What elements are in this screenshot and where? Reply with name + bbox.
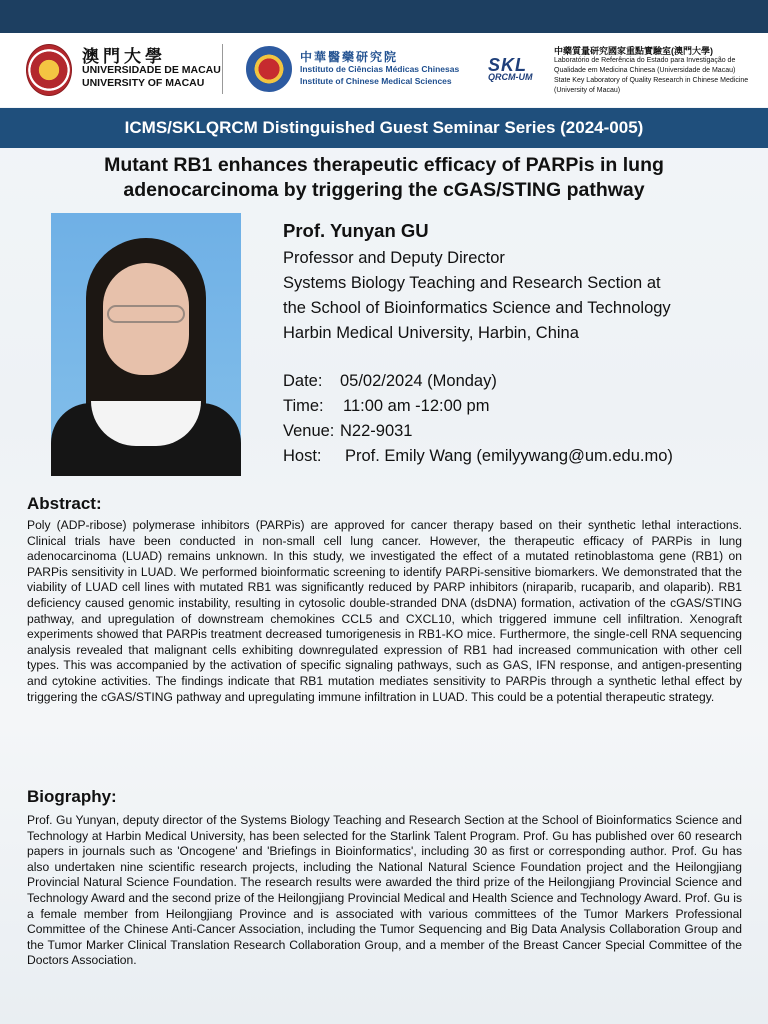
skl-mark-sub: QRCM-UM [488, 72, 533, 82]
time-value: 11:00 am -12:00 pm [343, 397, 490, 415]
speaker-title-line: the School of Bioinformatics Science and Technology [283, 299, 671, 317]
time-row [283, 394, 753, 419]
date-value: 05/02/2024 (Monday) [340, 372, 497, 390]
speaker-title-line: Harbin Medical University, Harbin, China [283, 324, 579, 342]
title-line-1: Mutant RB1 enhances therapeutic efficacy of PARPis in lung [104, 154, 664, 176]
skl-portuguese-line-2: Qualidade em Medicina Chinesa (Universidade de Macau) [554, 67, 736, 74]
date-label: Date: [283, 372, 323, 390]
host-row [283, 444, 753, 469]
um-portuguese-name: UNIVERSIDADE DE MACAU [82, 63, 221, 76]
venue-row [283, 419, 753, 444]
venue-label: Venue: [283, 422, 335, 440]
glasses-shape [107, 305, 185, 323]
logo-divider [222, 44, 223, 94]
skl-chinese-name: 中藥質量研究國家重點實驗室(澳門大學) [554, 46, 713, 56]
speaker-photo [51, 213, 241, 476]
abstract-text: Poly (ADP-ribose) polymerase inhibitors (PARPis) are approved for cancer therapy based on their synthetic lethal interactions. Clinical trials have been conducted in non-small cell lung cancer. However, the therapeutic efficacy of PARPis in lung adenocarcinoma (LUAD) remains unknown. In this study, we investigated the effect of a mutated retinoblastoma gene (RB1) on PARPis sensitivity in LUAD. We performed bioinformatic screening to identify PARPi-sensitive biomarkers. We demonstrated that the viability of LUAD cell lines with mutated RB1 was significantly reduced by PARP inhibitors (niraparib, rucaparib, and olaparib). RB1 deficiency caused genomic instability, resulting in cytosolic double-stranded DNA (dsDNA) formation, activation of the cGAS/STING pathway, and upregulation of downstream chemokines CCL5 and CXCL10, which triggered immune cell infiltration. Xenograft experiments showed that PARPis treatment decreased tumorigenesis in RB1-KO mice. Furthermore, the single-cell RNA sequencing analysis revealed that malignant cells exhibiting downregulated expression of RB1 had increased communication with other cell types. This was accompanied by the activation of specific signaling pathways, such as GAS, IFN response, and antigen-presenting and cytokine activities. The findings indicate that RB1 mutation mediates sensitivity to PARPis through a synthetic lethal effect by triggering the cGAS/STING pathway and upregulating immune infiltration in LUAD. This could be a potential therapeutic strategy. [27, 518, 742, 704]
icms-logo [246, 46, 459, 92]
host-label: Host: [283, 447, 322, 465]
venue-value: N22-9031 [340, 422, 413, 440]
seminar-series-banner: ICMS/SKLQRCM Distinguished Guest Seminar Series (2024-005) [0, 108, 768, 148]
icms-portuguese-name: Instituto de Ciências Médicas Chinesas [300, 64, 460, 74]
event-details [283, 369, 753, 469]
abstract-heading: Abstract: [27, 494, 102, 513]
skl-portuguese-line-1: Laboratório de Referência do Estado para Investigação de [554, 57, 736, 64]
biography-text: Prof. Gu Yunyan, deputy director of the Systems Biology Teaching and Research Section at the School of Bioinformatics Science and Technology at Harbin Medical University, has been selected for the Starlink Talent Program. Prof. Gu has published over 60 research papers in journals such as 'Oncogene' and 'Briefings in Bioinformatics', including 30 as first or corresponding author. Prof. Gu has also undertaken nine scientific research projects, including the National Natural Science Foundation project and the Heilongjiang Provincial Natural Science Foundation. The research results were awarded the third prize of the Heilongjiang Provincial Science and Technology Award and the second prize of the Heilongjiang Provincial Medical and Health Science and Technology Award. Prof. Gu is a female member from Heilongjiang Province and is associated with various committees of the Tumor Markers Professional Committee of the Chinese Anti-Cancer Association, including the Tumor Sequencing and Big Data Analysis Collaboration Group and the Tumor Marker Clinical Translation Research Collaboration Group, and a member of the Breast Cancer Special Committee of the Doctors Association. [27, 813, 742, 968]
speaker-info [283, 219, 753, 346]
title-line-2: adenocarcinoma by triggering the cGAS/STING pathway [123, 179, 645, 201]
skl-english-line-1: State Key Laboratory of Quality Research in Chinese Medicine [554, 77, 749, 84]
um-chinese-name: 澳門大學 [82, 46, 166, 67]
icms-crest-icon [246, 46, 292, 92]
biography-heading: Biography: [27, 787, 117, 806]
speaker-name: Prof. Yunyan GU [283, 220, 429, 241]
university-of-macau-logo [26, 44, 221, 96]
speaker-title-line: Systems Biology Teaching and Research Section at [283, 274, 661, 292]
speaker-title-line: Professor and Deputy Director [283, 249, 505, 267]
icms-english-name: Institute of Chinese Medical Sciences [300, 76, 452, 86]
skl-english-line-2: (University of Macau) [554, 87, 621, 94]
icms-chinese-name: 中華醫藥研究院 [300, 50, 399, 64]
sklqrcm-logo [488, 46, 748, 96]
um-english-name: UNIVERSITY OF MACAU [82, 76, 205, 89]
skl-mark: SKL [488, 55, 527, 75]
date-row [283, 369, 753, 394]
host-value: Prof. Emily Wang (emilyywang@um.edu.mo) [345, 447, 673, 465]
top-bar [0, 0, 768, 33]
um-crest-icon [26, 44, 72, 96]
time-label: Time: [283, 397, 324, 415]
seminar-title [20, 153, 748, 203]
